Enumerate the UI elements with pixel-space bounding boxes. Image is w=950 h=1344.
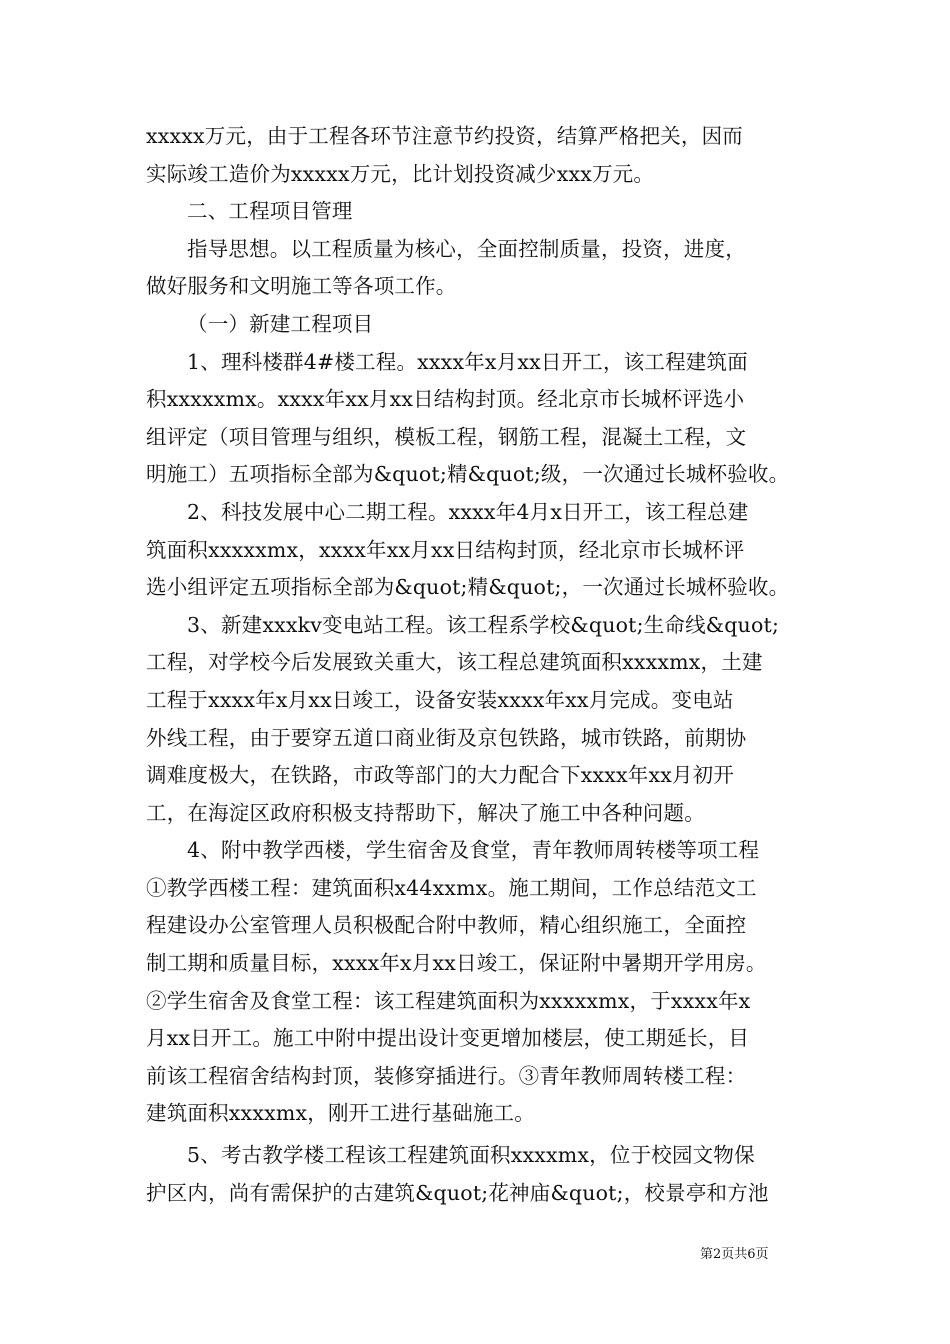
text-line: 工程，对学校今后发展致关重大，该工程总建筑面积xxxxmx，土建	[146, 650, 763, 675]
text-line: 选小组评定五项指标全部为&quot;精&quot;，一次通过长城杯验收。	[146, 575, 790, 600]
text-line: 组评定（项目管理与组织，模板工程，钢筋工程，混凝土工程，文	[146, 424, 747, 449]
text-line: 1、理科楼群4#楼工程。xxxx年x月xx日开工，该工程建筑面	[187, 349, 748, 374]
text-line: 积xxxxxmx。xxxx年xx月xx日结构封顶。经北京市长城杯评选小	[146, 387, 745, 412]
text-line: 2、科技发展中心二期工程。xxxx年4月x日开工，该工程总建	[187, 499, 749, 524]
text-line: ②学生宿舍及食堂工程：该工程建筑面积为xxxxxmx，于xxxx年x	[146, 988, 751, 1013]
text-line: 做好服务和文明施工等各项工作。	[146, 274, 457, 299]
text-line: 调难度极大，在铁路，市政等部门的大力配合下xxxx年xx月初开	[146, 763, 735, 788]
page-number-footer: 第2页共6页	[700, 1247, 769, 1262]
text-line: 筑面积xxxxxmx，xxxx年xx月xx日结构封顶，经北京市长城杯评	[146, 537, 745, 562]
text-line: 实际竣工造价为xxxxx万元，比计划投资减少xxx万元。	[146, 161, 655, 186]
text-line: 护区内，尚有需保护的古建筑&quot;花神庙&quot;，校景亭和方池	[146, 1180, 769, 1205]
text-line: 明施工）五项指标全部为&quot;精&quot;级，一次通过长城杯验收。	[146, 462, 790, 487]
subsection-heading: （一）新建工程项目	[187, 311, 374, 336]
text-line: 外线工程，由于要穿五道口商业街及京包铁路，城市铁路，前期协	[146, 725, 747, 750]
text-line: 5、考古教学楼工程该工程建筑面积xxxxmx，位于校园文物保	[187, 1143, 755, 1168]
text-line: 工程于xxxx年x月xx日竣工，设备安装xxxx年xx月完成。变电站	[146, 687, 734, 712]
text-line: 指导思想。以工程质量为核心，全面控制质量，投资，进度，	[187, 236, 746, 261]
text-line: 月xx日开工。施工中附中提出设计变更增加楼层，使工期延长，目	[146, 1026, 750, 1051]
text-line: xxxxx万元，由于工程各环节注意节约投资，结算严格把关，因而	[146, 124, 744, 148]
document-body	[146, 118, 810, 1212]
text-line: ①教学西楼工程：建筑面积x44xxmx。施工期间，工作总结范文工	[146, 875, 757, 900]
text-line: 建筑面积xxxxmx，刚开工进行基础施工。	[146, 1101, 535, 1126]
text-line: 前该工程宿舍结构封顶，装修穿插进行。③青年教师周转楼工程：	[146, 1063, 747, 1088]
text-line: 4、附中教学西楼，学生宿舍及食堂，青年教师周转楼等项工程	[187, 838, 760, 863]
text-line: 程建设办公室管理人员积极配合附中教师，精心组织施工，全面控	[146, 913, 747, 938]
text-line: 工，在海淀区政府积极支持帮助下，解决了施工中各种问题。	[146, 800, 705, 825]
text-line: 3、新建xxxkv变电站工程。该工程系学校&quot;生命线&quot;	[187, 612, 780, 637]
section-heading: 二、工程项目管理	[187, 199, 353, 224]
text-line: 制工期和质量目标，xxxx年x月xx日竣工，保证附中暑期开学用房。	[146, 951, 767, 976]
